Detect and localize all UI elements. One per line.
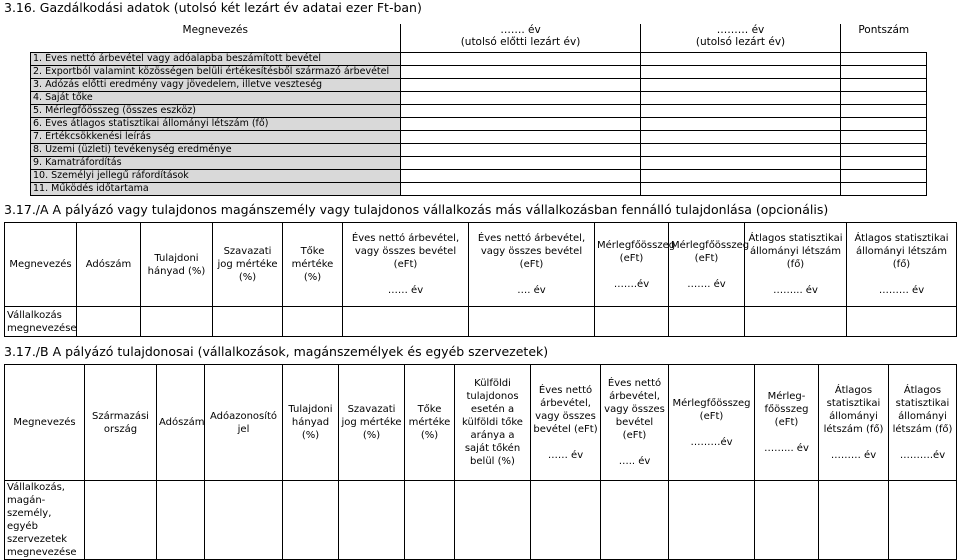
section-316-title: 3.16. Gazdálkodási adatok (utolsó két lezárt év adatai ezer Ft-ban) — [4, 0, 422, 15]
table-row — [5, 307, 957, 337]
input-cell[interactable] — [755, 481, 819, 560]
header-year2 — [641, 24, 841, 52]
input-cell[interactable] — [819, 481, 889, 560]
header-cell: Tulajdoni hányad (%) — [141, 223, 213, 307]
input-cell[interactable] — [205, 481, 283, 560]
row-label: 10. Személyi jellegű ráfordítások — [31, 169, 401, 182]
input-cell[interactable] — [157, 481, 205, 560]
header-cell: Szavazati jog mértéke (%) — [213, 223, 283, 307]
input-cell[interactable] — [595, 307, 669, 337]
input-cell[interactable] — [889, 481, 957, 560]
table-header-row — [31, 24, 927, 52]
points-cell[interactable] — [841, 117, 927, 130]
input-cell[interactable] — [669, 481, 755, 560]
header-cell: Éves nettó árbevétel, vagy összes bevétel (eFt) …… év — [531, 365, 601, 481]
points-cell[interactable] — [841, 91, 927, 104]
value-cell-year1[interactable] — [401, 182, 641, 195]
header-cell: Adószám — [77, 223, 141, 307]
header-year1 — [401, 24, 641, 52]
header-cell: Éves nettó árbevétel, vagy összes bevétel (eFt) …… év — [343, 223, 469, 307]
input-cell[interactable] — [339, 481, 405, 560]
table-row — [31, 78, 927, 91]
ownership-table-a — [4, 222, 957, 337]
input-cell[interactable] — [213, 307, 283, 337]
points-cell[interactable] — [841, 143, 927, 156]
header-cell: Átlagos statisztikai állományi létszám (fő) ……….év — [889, 365, 957, 481]
input-cell[interactable] — [283, 481, 339, 560]
table-row — [31, 169, 927, 182]
header-cell: Mérlegfőösszeg (eFt) ………év — [669, 365, 755, 481]
value-cell-year2[interactable] — [641, 104, 841, 117]
row-label: 2. Exportból valamint közösségen belüli értékesítésből származó árbevétel — [31, 65, 401, 78]
table-row — [31, 156, 927, 169]
table-header-row — [5, 365, 957, 481]
header-year2-line1: ……… év — [716, 24, 765, 36]
value-cell-year2[interactable] — [641, 143, 841, 156]
input-cell[interactable] — [469, 307, 595, 337]
header-cell: Adószám — [157, 365, 205, 481]
header-cell: Éves nettó árbevétel, vagy összes bevétel (eFt) ….. év — [601, 365, 669, 481]
points-cell[interactable] — [841, 156, 927, 169]
value-cell-year1[interactable] — [401, 78, 641, 91]
input-cell[interactable] — [669, 307, 745, 337]
input-cell[interactable] — [343, 307, 469, 337]
table-row — [5, 481, 957, 560]
header-cell: Megnevezés — [5, 365, 85, 481]
value-cell-year2[interactable] — [641, 182, 841, 195]
table-header-row — [5, 223, 957, 307]
row-label: 3. Adózás előtti eredmény vagy jövedelem, illetve veszteség — [31, 78, 401, 91]
table-row — [31, 52, 927, 65]
table-row — [31, 91, 927, 104]
value-cell-year2[interactable] — [641, 156, 841, 169]
points-cell[interactable] — [841, 52, 927, 65]
row-label: 4. Saját tőke — [31, 91, 401, 104]
header-cell: Átlagos statisztikai állományi létszám (fő) ……... év — [745, 223, 847, 307]
financial-data-table — [30, 24, 927, 196]
value-cell-year2[interactable] — [641, 169, 841, 182]
header-cell: Szavazati jog mértéke (%) — [339, 365, 405, 481]
input-cell[interactable] — [847, 307, 957, 337]
row-label: 8. Üzemi (üzleti) tevékenység eredménye — [31, 143, 401, 156]
header-cell: Megnevezés — [5, 223, 77, 307]
points-cell[interactable] — [841, 130, 927, 143]
header-cell: Adóazonosító jel — [205, 365, 283, 481]
section-317a-title: 3.17./A A pályázó vagy tulajdonos magánszemély vagy tulajdonos vállalkozás más vállalkozásban fennálló tulajdonlása (opcionális) — [4, 202, 829, 217]
row-label: Vállalkozás megnevezése — [5, 307, 77, 337]
header-points: Pontszám — [841, 24, 927, 52]
value-cell-year2[interactable] — [641, 91, 841, 104]
row-label: Vállalkozás, magán-személy, egyéb szervezetek megnevezése — [5, 481, 85, 560]
value-cell-year2[interactable] — [641, 65, 841, 78]
input-cell[interactable] — [85, 481, 157, 560]
value-cell-year1[interactable] — [401, 117, 641, 130]
value-cell-year2[interactable] — [641, 78, 841, 91]
header-year2-line2: (utolsó lezárt év) — [695, 36, 786, 48]
input-cell[interactable] — [141, 307, 213, 337]
row-label: 5. Mérlegfőösszeg (összes eszköz) — [31, 104, 401, 117]
input-cell[interactable] — [601, 481, 669, 560]
value-cell-year1[interactable] — [401, 143, 641, 156]
header-cell: Származási ország — [85, 365, 157, 481]
table-row — [31, 130, 927, 143]
header-cell: Tőke mértéke (%) — [283, 223, 343, 307]
header-cell: Átlagos statisztikai állományi létszám (fő) ……… év — [819, 365, 889, 481]
value-cell-year1[interactable] — [401, 156, 641, 169]
row-label: 7. Értékcsökkenési leírás — [31, 130, 401, 143]
ownership-table-b — [4, 364, 957, 560]
header-megnevezes: Megnevezés — [31, 24, 401, 52]
value-cell-year2[interactable] — [641, 117, 841, 130]
value-cell-year2[interactable] — [641, 52, 841, 65]
header-cell: Mérlegfőösszeg (eFt) ……. év — [669, 223, 745, 307]
value-cell-year1[interactable] — [401, 52, 641, 65]
input-cell[interactable] — [745, 307, 847, 337]
header-cell: Mérlegfőösszeg (eFt) …….év — [595, 223, 669, 307]
points-cell[interactable] — [841, 169, 927, 182]
table-row — [31, 117, 927, 130]
value-cell-year1[interactable] — [401, 104, 641, 117]
row-label: 11. Működés időtartama — [31, 182, 401, 195]
section-317b-title: 3.17./B A pályázó tulajdonosai (vállalkozások, magánszemélyek és egyéb szervezetek) — [4, 344, 549, 359]
input-cell[interactable] — [455, 481, 531, 560]
header-cell: Tőke mértéke (%) — [405, 365, 455, 481]
points-cell[interactable] — [841, 65, 927, 78]
points-cell[interactable] — [841, 182, 927, 195]
table-row — [31, 65, 927, 78]
table-row — [31, 104, 927, 117]
value-cell-year1[interactable] — [401, 130, 641, 143]
value-cell-year1[interactable] — [401, 169, 641, 182]
value-cell-year2[interactable] — [641, 130, 841, 143]
input-cell[interactable] — [405, 481, 455, 560]
header-cell: Tulajdoni hányad (%) — [283, 365, 339, 481]
value-cell-year1[interactable] — [401, 65, 641, 78]
points-cell[interactable] — [841, 78, 927, 91]
points-cell[interactable] — [841, 104, 927, 117]
header-cell: Átlagos statisztikai állományi létszám (fő) ……… év — [847, 223, 957, 307]
table-row — [31, 182, 927, 195]
row-label: 6. Éves átlagos statisztikai állományi létszám (fő) — [31, 117, 401, 130]
input-cell[interactable] — [531, 481, 601, 560]
header-year1-line1: ……. év — [500, 24, 541, 36]
header-cell: Mérleg-főösszeg (eFt) ……... év — [755, 365, 819, 481]
input-cell[interactable] — [77, 307, 141, 337]
table-row — [31, 143, 927, 156]
value-cell-year1[interactable] — [401, 91, 641, 104]
header-year1-line2: (utolsó előtti lezárt év) — [460, 36, 581, 48]
row-label: 1. Éves nettó árbevétel vagy adóalapba beszámított bevétel — [31, 52, 401, 65]
header-cell: Külföldi tulajdonos esetén a külföldi tőke aránya a saját tőkén belül (%) — [455, 365, 531, 481]
input-cell[interactable] — [283, 307, 343, 337]
row-label: 9. Kamatráfordítás — [31, 156, 401, 169]
header-cell: Éves nettó árbevétel, vagy összes bevétel (eFt) …. év — [469, 223, 595, 307]
